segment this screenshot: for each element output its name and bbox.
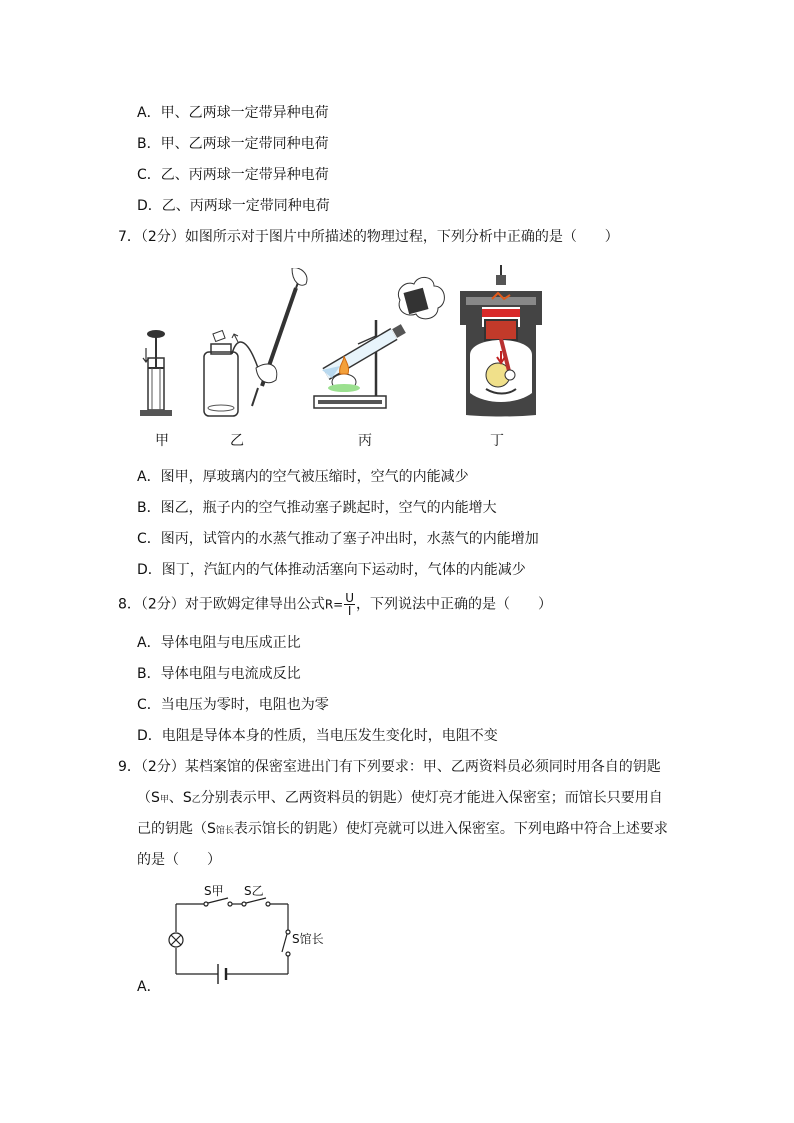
- q8-option-a: A．导体电阻与电压成正比: [137, 635, 301, 651]
- q8-option-d: D．电阻是导体本身的性质，当电压发生变化时，电阻不变: [137, 728, 498, 744]
- switch-label-jia: S甲: [204, 884, 224, 898]
- figure-ding-engine-cylinder: [456, 265, 546, 417]
- figure-caption-ding: 丁: [490, 433, 504, 449]
- q8-stem-post: ，下列说法中正确的是（ ）: [356, 596, 553, 613]
- figure-jia-compression-tube: [136, 328, 176, 420]
- switch-label-yi: S乙: [244, 884, 264, 898]
- q9-line-2c: 分别表示甲、乙两资料员的钥匙）使灯亮才能进入保密室；而馆长只要用自: [200, 790, 663, 806]
- switch-label-guan: S馆长: [292, 932, 324, 946]
- q7-option-d: D．图丁，汽缸内的气体推动活塞向下运动时，气体的内能减少: [137, 562, 526, 578]
- q9-line-2: [137, 789, 663, 809]
- q9-option-a-label: A．: [137, 979, 161, 995]
- formula-denominator: I: [347, 604, 352, 618]
- q7-option-c: C．图丙，试管内的水蒸气推动了塞子冲出时，水蒸气的内能增加: [137, 531, 539, 547]
- q6-option-d: D．乙、丙两球一定带同种电荷: [137, 198, 330, 214]
- sub-guan: 馆长: [215, 826, 234, 836]
- q7-option-b: B．图乙，瓶子内的空气推动塞子跳起时，空气的内能增大: [137, 500, 497, 516]
- figure-caption-jia: 甲: [155, 433, 169, 449]
- q8-option-b: B．导体电阻与电流成反比: [137, 666, 301, 682]
- formula-fraction: [344, 592, 355, 617]
- q9-line-3b: 表示馆长的钥匙）使灯亮就可以进入保密室。下列电路中符合上述要求: [233, 821, 668, 837]
- q6-option-c: C．乙、丙两球一定带异种电荷: [137, 167, 329, 183]
- figure-caption-bing: 丙: [358, 433, 372, 449]
- formula-lhs: R=: [324, 597, 344, 612]
- q9-line-3: [137, 820, 668, 840]
- q8-stem-pre: 8．（2分）对于欧姆定律导出公式: [118, 596, 325, 613]
- q9-line-2b: 、S: [168, 790, 192, 806]
- q7-option-a: A．图甲，厚玻璃内的空气被压缩时，空气的内能减少: [137, 469, 469, 485]
- q9-line-1: 9．（2分）某档案馆的保密室进出门有下列要求：甲、乙两资料员必须同时用各自的钥匙: [118, 759, 661, 775]
- figure-yi-bottle-pump: [196, 268, 316, 420]
- q9-line-3a: 己的钥匙（S: [137, 821, 216, 837]
- q8-option-c: C．当电压为零时，电阻也为零: [137, 697, 329, 713]
- q8-stem: [118, 592, 552, 617]
- formula-numerator: U: [345, 591, 355, 605]
- figure-caption-yi: 乙: [230, 433, 244, 449]
- figure-bing-test-tube: [310, 270, 450, 415]
- q9-line-2a: （S: [137, 790, 160, 806]
- q6-option-b: B．甲、乙两球一定带同种电荷: [137, 136, 329, 152]
- q7-stem: 7．（2分）如图所示对于图片中所描述的物理过程，下列分析中正确的是（ ）: [118, 229, 619, 245]
- sub-jia: 甲: [159, 795, 169, 805]
- sub-yi: 乙: [191, 795, 201, 805]
- q6-option-a: A．甲、乙两球一定带异种电荷: [137, 105, 329, 121]
- q9-line-4: 的是（ ）: [137, 852, 221, 868]
